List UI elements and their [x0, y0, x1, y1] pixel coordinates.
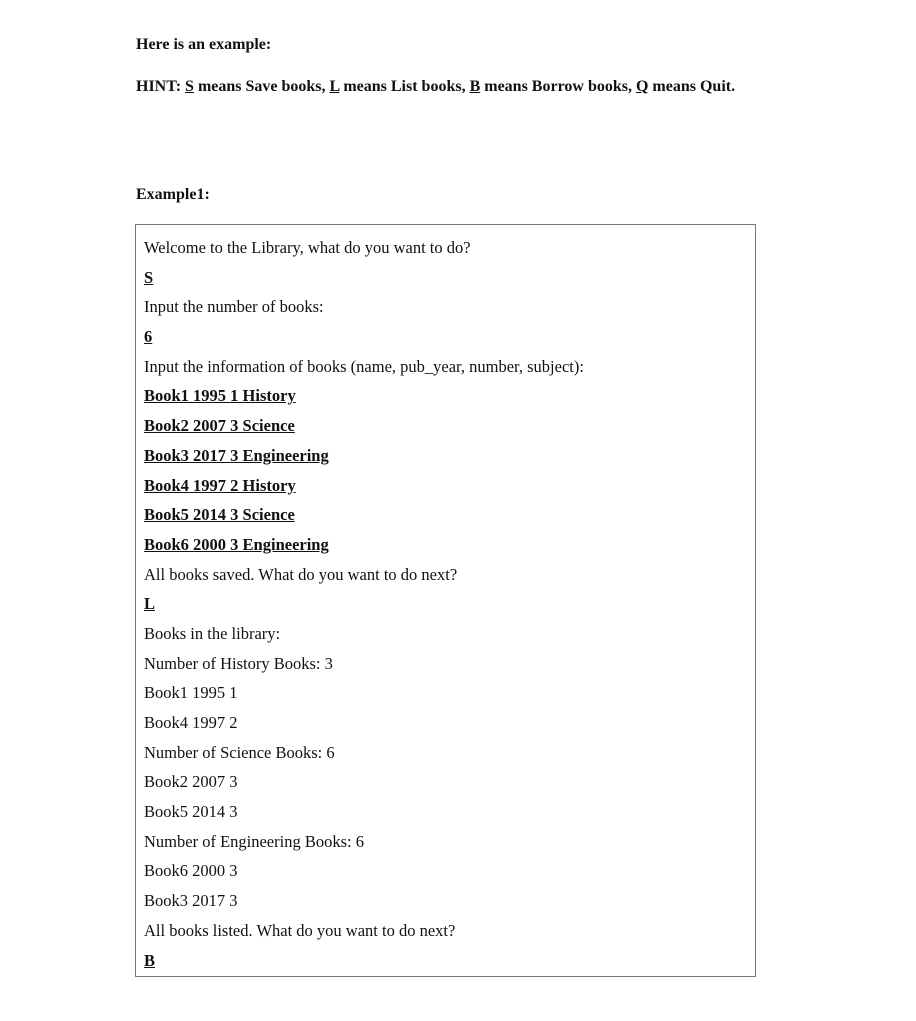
intro-section: [136, 34, 796, 56]
console-user-input-line: Book6 2000 3 Engineering: [144, 534, 329, 554]
hint-key-borrow: B: [469, 78, 481, 95]
console-output-line: Number of Science Books: 6: [144, 742, 335, 762]
console-output-line: Book5 2014 3: [144, 802, 238, 822]
console-output-line: Book4 1997 2: [144, 713, 238, 732]
console-user-input-line: Book3 2017 3 Engineering: [144, 445, 329, 465]
console-output-line: Input the number of books:: [144, 297, 324, 317]
hint-prefix: HINT:: [136, 78, 186, 95]
console-user-input-line: Book1 1995 1 History: [144, 386, 296, 406]
hint-text-quit: means Quit.: [648, 78, 736, 95]
console-output-line: Book2 2007 3: [144, 772, 238, 792]
console-output-line: Books in the library:: [144, 623, 281, 643]
console-output-box: [135, 224, 756, 977]
hint-text-borrow: means Borrow books,: [480, 78, 636, 95]
hint-text-save: means Save books,: [193, 78, 330, 95]
hint-paragraph: [136, 72, 796, 102]
console-output-line: Book6 2000 3: [144, 861, 238, 881]
console-user-input-line: B: [144, 950, 156, 970]
hint-text-list: means List books,: [339, 78, 470, 95]
console-output-line: Input the information of books (name, pub_year, number, subject):: [144, 356, 584, 376]
console-output-line: All books listed. What do you want to do next?: [144, 920, 456, 940]
console-output-line: Number of History Books: 3: [144, 653, 333, 673]
hint-key-save: S: [185, 78, 194, 95]
console-user-input-line: S: [144, 267, 154, 287]
console-user-input-line: Book4 1997 2 History: [144, 475, 296, 495]
example-heading: Example1:: [136, 186, 210, 203]
console-output-line: Number of Engineering Books: 6: [144, 831, 364, 851]
console-user-input-line: Book5 2014 3 Science: [144, 505, 295, 525]
console-output-line: All books saved. What do you want to do next?: [144, 564, 458, 584]
console-output-line: Book3 2017 3: [144, 891, 238, 911]
console-output-line: Welcome to the Library, what do you want to do?: [144, 238, 471, 257]
intro-title: Here is an example:: [136, 36, 272, 53]
console-user-input-line: 6: [144, 327, 153, 347]
hint-key-quit: Q: [635, 78, 649, 95]
console-user-input-line: L: [144, 594, 156, 614]
console-user-input-line: Book2 2007 3 Science: [144, 416, 295, 436]
hint-key-list: L: [329, 78, 340, 95]
console-output-line: Book1 1995 1: [144, 683, 238, 703]
